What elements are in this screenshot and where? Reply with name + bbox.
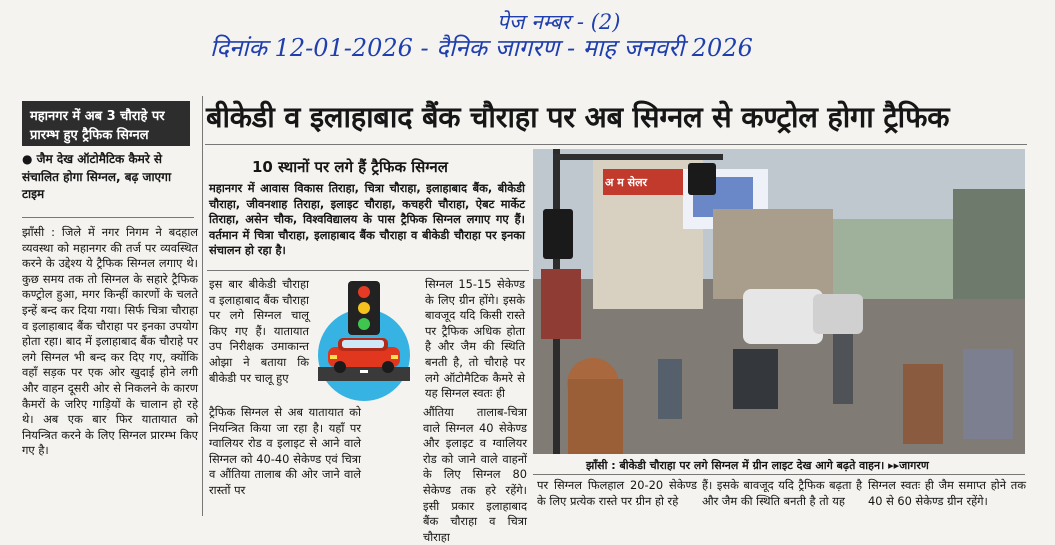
bottom-strip-b: हैं। इसके बावजूद यदि ट्रैफिक बढ़ता है और जैम की स्थिति बनती है तो यह — [702, 478, 862, 508]
subheadline: 10 स्थानों पर लगे हैं ट्रैफिक सिग्नल — [252, 158, 448, 176]
traffic-signal-graphic — [308, 275, 420, 403]
sidebar-bullet-text: जैम देख ऑटोमैटिक कैमरे से संचालित होगा सिग्नल, बढ़ जाएगा टाइम — [22, 152, 172, 201]
handwritten-date-source: दिनांक 12-01-2026 - दैनिक जागरण - माह जनवरी 2026 — [210, 34, 753, 62]
caption-rule — [533, 474, 1025, 475]
caption-credit: जागरण — [899, 459, 929, 472]
news-photo — [533, 149, 1025, 454]
caption-text: बीकेडी चौराहा पर लगे सिग्नल में ग्रीन लाइट देख आगे बढ़ते वाहन। — [619, 459, 885, 472]
lead-paragraph: महानगर में आवास विकास तिराहा, चित्रा चौराहा, इलाहाबाद बैंक, बीकेडी चौराहा, जीवनशाह तिराहा, इलाइट चौराहा, कचहरी चौराहा, ऐबट मार्केट तिराहा, असेन चौक, विश्वविद्यालय के पास ट्रैफिक सिग्नल लगाए गए हैं। वर्तमान में चित्रा चौराहा, इलाहाबाद बैंक चौराहा व बीकेडी चौराहा पर इनका संचालन हो रहा है। — [209, 181, 525, 258]
bottom-strip-c: सिग्नल स्वतः ही जैम समाप्त होने तक 40 से 60 सेकेण्ड ग्रीन रहेंगे। — [868, 478, 1026, 508]
bottom-strip-a: पर सिग्नल फिलहाल 20-20 सेकेण्ड के लिए प्रत्येक रास्ते पर ग्रीन हो रहे — [537, 478, 697, 508]
body-column-middle-bottom: ट्रैफिक सिग्नल से अब यातायात को नियन्त्रित किया जा रहा है। यहाँ पर ग्वालियर रोड व इलाइट से आने वाले सिग्नल को 40-40 सेकेण्ड एवं चित्रा व औंतिया तालाब की ओर जाने वाले रास्तों पर — [209, 405, 361, 497]
sidebar-kicker: महानगर में अब 3 चौराहे पर प्रारम्भ हुए ट्रैफिक सिग्नल — [22, 101, 190, 146]
body-column-right-top: सिग्नल 15-15 सेकेण्ड के लिए ग्रीन होंगे। इसके बावजूद यदि किसी रास्ते पर ट्रैफिक अधिक होता है और जैम की स्थिति बनती है, तो चौराहे पर लगे ऑटोमैटिक कैमरे से यह सिग्नल स्वतः ही — [425, 277, 525, 401]
sidebar-body: झाँसी : जिले में नगर निगम ने बदहाल व्यवस्था को महानगर की तर्ज पर व्यवस्थित करने के उद्देश्य ये ट्रैफिक सिग्नल लगाए थे। कुछ समय तक तो सिग्नल के सहारे ट्रैफिक कण्ट्रोल हुआ, मगर किन्हीं कारणों के चलते इन्हें बन्द कर दिया गया। सिर्फ चित्रा चौराहा व इलाहाबाद बैंक चौराहा पर इनका उपयोग होता रहा। बाद में इलाहाबाद बैंक चौराहे पर लगे सिग्नल भी बन्द कर दिए गए, क्योंकि वहाँ सड़क पर एक ओर खुदाई होने लगी और वाहन दूसरी ओर से निकलने के कारण कैमरों के जरिए गाड़ियों के चालान हो रहे थे। अब एक बार फिर यातायात को नियन्त्रित करने के लिए सिग्नल प्रारम्भ किए गए है। — [22, 225, 198, 458]
lead-rule — [207, 270, 529, 271]
photo-shop-sign: अ म सेलर — [605, 176, 648, 189]
arrow-icon: ▸▸ — [888, 459, 900, 472]
body-column-middle-top: इस बार बीकेडी चौराहा व इलाहाबाद बैंक चौराहा पर लगे सिग्नल चालू किए गए हैं। यातायात उप निरीक्षक उमाकान्त ओझा ने बताया कि बीकेडी पर चालू हुए — [209, 277, 310, 385]
headline: बीकेडी व इलाहाबाद बैंक चौराहा पर अब सिग्नल से कण्ट्रोल होगा ट्रैफिक — [206, 100, 950, 134]
body-column-right-bottom: औंतिया तालाब-चित्रा वाले सिग्नल 40 सेकेण्ड और इलाइट व ग्वालियर रोड को जाने वाले वाहनों के लिए सिग्नल 80 सेकेण्ड तक हरे रहेंगे। इसी प्रकार इलाहाबाद बैंक चौराहा व चित्रा चौराहा — [423, 405, 527, 544]
column-divider — [202, 96, 203, 516]
headline-rule — [205, 144, 1027, 145]
bullet-icon: ● — [22, 152, 37, 166]
handwritten-page-number: पेज नम्बर - (2) — [497, 10, 621, 34]
caption-place: झाँसी : — [586, 459, 620, 472]
photo-caption — [586, 458, 929, 473]
sidebar-divider — [22, 217, 194, 218]
sidebar-bullet — [22, 151, 192, 207]
